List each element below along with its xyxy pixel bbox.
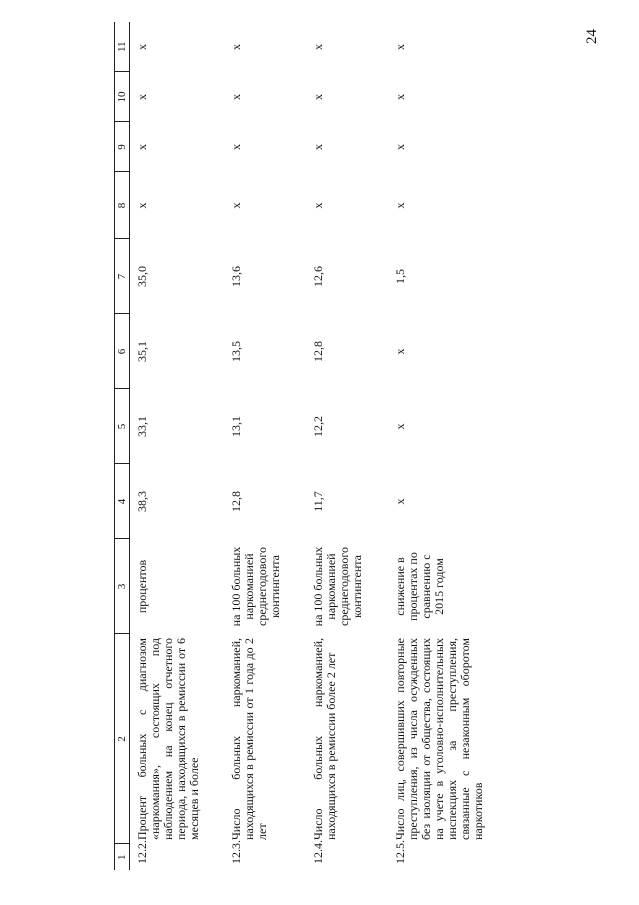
row-value: 13,5 [229, 341, 243, 362]
row-description: Процент больных с диагнозом «наркомания», состоящих под наблюдением на конец отчетного периода, находящихся в ремиссии от 6 месяцев и более [135, 638, 201, 840]
row-unit: на 100 больных наркоманией среднегодового контингента [229, 546, 282, 627]
table-row [224, 22, 306, 870]
column-header: 1 [115, 844, 130, 870]
row-value: x [311, 144, 325, 150]
column-header: 2 [115, 634, 130, 844]
row-value: x [393, 94, 407, 100]
row-number: 12.2. [135, 840, 149, 864]
row-value: x [393, 144, 407, 150]
table-row [388, 22, 514, 870]
column-header: 7 [115, 239, 130, 314]
row-value: x [229, 94, 243, 100]
row-number: 12.3. [229, 840, 243, 864]
row-value: x [229, 44, 243, 50]
row-number: 12.5. [393, 840, 407, 864]
row-value: x [135, 94, 149, 100]
row-value: x [393, 348, 407, 355]
column-header: 4 [115, 464, 130, 539]
column-header: 5 [115, 389, 130, 464]
row-value: 35,0 [135, 266, 149, 287]
row-value: 35,1 [135, 341, 149, 362]
page-number: 24 [584, 29, 600, 44]
row-value: x [311, 44, 325, 50]
row-value: 12,8 [229, 491, 243, 512]
row-value: x [311, 94, 325, 100]
row-value: 38,3 [135, 491, 149, 512]
row-description: Число лиц, совершивших повторные преступления, из числа осужденных без изоляции от общества, состоящих на учете в уголовно-исполнительных инспекциях за преступления, связанные с незаконным оборотом наркотиков [393, 638, 485, 840]
row-unit: на 100 больных наркоманией среднегодового контингента [311, 546, 364, 627]
row-value: x [229, 202, 243, 209]
row-value: x [311, 202, 325, 209]
row-value: x [393, 44, 407, 50]
row-value: 12,8 [311, 341, 325, 362]
row-value: 13,1 [229, 416, 243, 437]
indicators-table [114, 22, 514, 870]
row-value: 12,6 [311, 266, 325, 287]
row-value: x [393, 202, 407, 209]
row-value: 33,1 [135, 416, 149, 437]
row-value: 11,7 [311, 491, 325, 512]
table-row [130, 22, 225, 870]
row-unit: процентов [135, 559, 149, 614]
row-value: x [393, 498, 407, 505]
row-value: x [135, 44, 149, 50]
row-number: 12.4. [311, 840, 325, 864]
column-header: 11 [115, 22, 130, 72]
column-header: 8 [115, 172, 130, 239]
row-value: x [393, 423, 407, 430]
row-value: 12,2 [311, 416, 325, 437]
column-header: 9 [115, 122, 130, 172]
column-header: 10 [115, 72, 130, 122]
row-value: x [135, 144, 149, 150]
row-description: Число больных наркоманией, находящихся в ремиссии от 1 года до 2 лет [229, 638, 269, 840]
column-number-row [115, 22, 130, 870]
row-description: Число больных наркоманией, находящихся в ремиссии более 2 лет [311, 638, 338, 840]
table-row [306, 22, 388, 870]
row-unit: снижение в процентах по сравнению с 2015 годом [393, 552, 446, 621]
row-value: 13,6 [229, 266, 243, 287]
row-value: x [135, 202, 149, 209]
row-value: x [229, 144, 243, 150]
row-value: 1,5 [393, 269, 407, 284]
column-header: 3 [115, 539, 130, 634]
column-header: 6 [115, 314, 130, 389]
rotated-table-container [114, 22, 639, 870]
